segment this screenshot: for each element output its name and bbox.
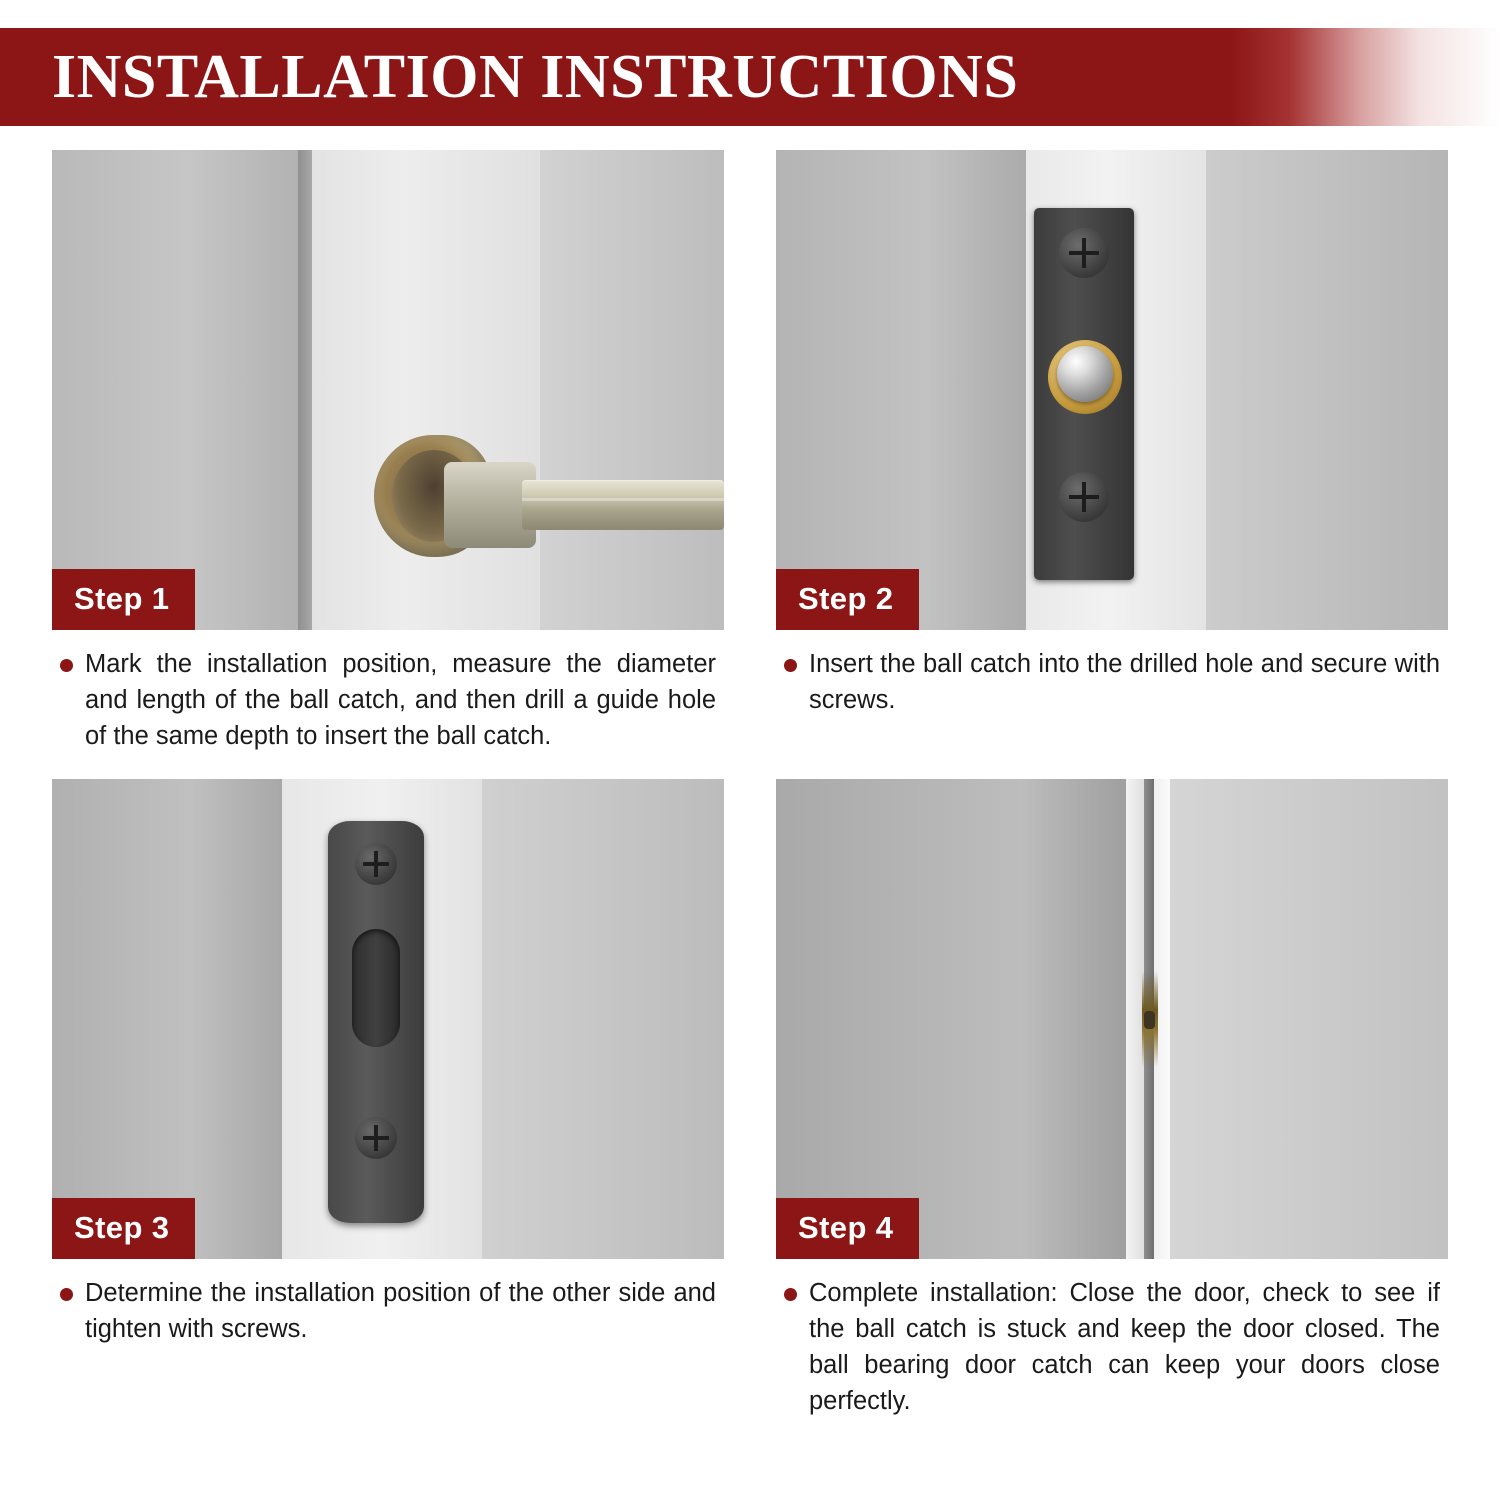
bullet-icon	[60, 659, 73, 672]
bullet-icon	[60, 1288, 73, 1301]
step-4-photo	[776, 779, 1448, 1259]
screw-icon	[1059, 228, 1109, 278]
step-3-photo	[52, 779, 724, 1259]
step-3-caption	[52, 1259, 716, 1347]
step-4-badge: Step 4	[776, 1198, 919, 1259]
step-4-text: Complete installation: Close the door, check to see if the ball catch is stuck and keep the door closed. The ball bearing door catch can keep your doors close perfectly.	[809, 1278, 1440, 1416]
step-card-4	[776, 779, 1448, 1420]
step-card-3	[52, 779, 724, 1420]
ball-catch-engaged-icon	[1144, 1011, 1155, 1029]
step-card-1	[52, 150, 724, 755]
step-3-text: Determine the installation position of the other side and tighten with screws.	[85, 1278, 716, 1343]
page-title: INSTALLATION INSTRUCTIONS	[52, 43, 1019, 111]
step-1-text: Mark the installation position, measure the diameter and length of the ball catch, and then drill a guide hole of the same depth to insert the ball catch.	[85, 650, 716, 751]
step-1-badge: Step 1	[52, 569, 195, 630]
step-2-caption	[776, 630, 1440, 718]
step-1-caption	[52, 630, 716, 755]
header-banner	[0, 28, 1500, 126]
step-2-badge: Step 2	[776, 569, 919, 630]
step-4-caption	[776, 1259, 1440, 1420]
step-1-photo	[52, 150, 724, 630]
strike-plate-slot-icon	[352, 929, 400, 1047]
screw-icon	[355, 843, 397, 885]
step-card-2	[776, 150, 1448, 755]
steps-grid	[52, 150, 1448, 1419]
bullet-icon	[784, 659, 797, 672]
step-2-text: Insert the ball catch into the drilled hole and secure with screws.	[809, 650, 1440, 715]
step-3-badge: Step 3	[52, 1198, 195, 1259]
steel-ball-icon	[1057, 346, 1113, 402]
drill-bit-shaft-icon	[522, 480, 724, 530]
screw-icon	[1059, 472, 1109, 522]
screw-icon	[355, 1117, 397, 1159]
step-2-photo	[776, 150, 1448, 630]
bullet-icon	[784, 1288, 797, 1301]
